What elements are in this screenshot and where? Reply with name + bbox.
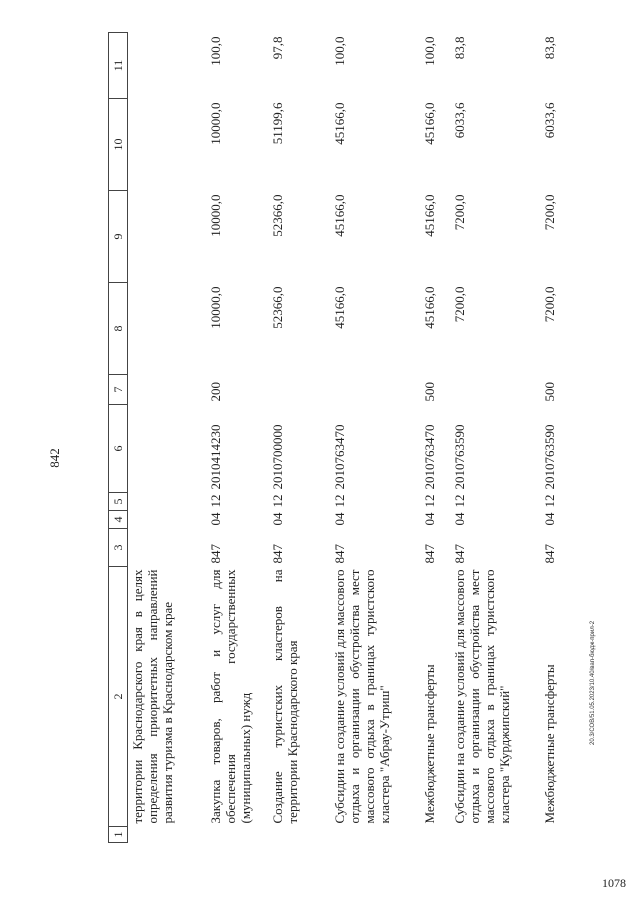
header-cell: 9 [109, 191, 128, 283]
table-row [206, 33, 268, 843]
row-value-cell: 12 [541, 494, 557, 508]
table-row [540, 33, 570, 843]
header-cell: 10 [109, 99, 128, 191]
row-value-cell: 45166,0 [331, 286, 347, 329]
row-value-cell: 847 [421, 544, 437, 564]
row-value-cell [128, 191, 206, 283]
header-cell: 2 [109, 567, 128, 827]
row-index-cell [330, 827, 420, 843]
row-value-cell: 04 [331, 512, 347, 526]
header-cell: 3 [109, 529, 128, 567]
row-value-cell [128, 493, 206, 511]
row-name-cell: Субсидии на создание условий для массового отдыха и организации обустройства мест массового отдыха в границах туристского кластера "Курджипский" [451, 569, 512, 824]
row-value-cell: 45166,0 [421, 286, 437, 329]
row-value-cell: 12 [269, 494, 285, 508]
table-row [420, 33, 450, 843]
row-value-cell: 500 [541, 382, 557, 402]
row-index-cell [268, 827, 330, 843]
row-value-cell: 6033,6 [451, 102, 467, 139]
row-value-cell [268, 375, 330, 405]
row-index-cell [450, 827, 540, 843]
budget-table [108, 32, 570, 843]
row-value-cell [128, 529, 206, 567]
row-name-cell: Межбюджетные трансферты [421, 664, 437, 824]
row-value-cell: 100,0 [421, 36, 437, 66]
row-index-cell [206, 827, 268, 843]
table-row [268, 33, 330, 843]
row-value-cell [128, 375, 206, 405]
row-value-cell: 847 [269, 544, 285, 564]
row-value-cell [450, 375, 540, 405]
row-value-cell: 12 [421, 494, 437, 508]
row-value-cell: 45166,0 [331, 194, 347, 237]
row-value-cell [128, 511, 206, 529]
row-value-cell: 12 [451, 494, 467, 508]
row-value-cell: 2010763590 [541, 424, 557, 490]
row-value-cell: 7200,0 [541, 286, 557, 323]
row-value-cell: 10000,0 [207, 102, 223, 145]
row-name-cell: Межбюджетные трансферты [541, 664, 557, 824]
row-value-cell [330, 375, 420, 405]
header-cell: 5 [109, 493, 128, 511]
row-value-cell [128, 405, 206, 493]
row-value-cell: 51199,6 [269, 102, 285, 145]
row-name-cell: Создание туристских кластеров на территории Краснодарского края [269, 569, 300, 824]
row-value-cell: 04 [269, 512, 285, 526]
row-value-cell: 100,0 [331, 36, 347, 66]
row-value-cell: 7200,0 [451, 286, 467, 323]
row-value-cell: 45166,0 [331, 102, 347, 145]
row-value-cell: 6033,6 [541, 102, 557, 139]
table-row [128, 33, 206, 843]
row-value-cell: 52366,0 [269, 286, 285, 329]
header-row [109, 33, 128, 843]
page-number: 842 [46, 448, 62, 468]
table-body [128, 33, 570, 843]
row-value-cell: 2010414230 [207, 424, 223, 490]
row-index-cell [128, 827, 206, 843]
row-value-cell: 2010763470 [331, 424, 347, 490]
row-value-cell [128, 33, 206, 99]
row-value-cell: 04 [541, 512, 557, 526]
row-value-cell: 52366,0 [269, 194, 285, 237]
row-value-cell: 10000,0 [207, 286, 223, 329]
row-value-cell: 500 [421, 382, 437, 402]
row-index-cell [540, 827, 570, 843]
row-name-cell: Субсидии на создание условий для массового отдыха и организации обустройства мест массового отдыха в границах туристского кластера "Абрау-Утриш" [331, 569, 392, 824]
row-value-cell: 10000,0 [207, 194, 223, 237]
row-value-cell: 2010763470 [421, 424, 437, 490]
row-name-cell: Закупка товаров, работ и услуг для обеспечения государственных (муниципальных) нужд [207, 569, 253, 824]
row-value-cell: 847 [331, 544, 347, 564]
row-value-cell: 12 [331, 494, 347, 508]
row-value-cell: 83,8 [451, 36, 467, 60]
header-cell: 6 [109, 405, 128, 493]
row-name-cell: территории Краснодарского края в целях определения приоритетных направлений развития туризма в Краснодарском крае [130, 569, 175, 824]
row-value-cell: 7200,0 [451, 194, 467, 231]
row-index-cell [420, 827, 450, 843]
rotated-table-container [108, 36, 588, 843]
document-stamp: 20.3/СОВ/51.05.2023/10.40/вап-бюдж-прил-2 [590, 620, 596, 745]
header-cell: 7 [109, 375, 128, 405]
row-value-cell: 83,8 [541, 36, 557, 60]
row-value-cell: 847 [541, 544, 557, 564]
row-value-cell: 100,0 [207, 36, 223, 66]
row-value-cell [128, 283, 206, 375]
header-cell: 4 [109, 511, 128, 529]
row-value-cell: 2010763590 [451, 424, 467, 490]
row-value-cell [128, 99, 206, 191]
header-cell: 11 [109, 33, 128, 99]
row-value-cell: 847 [451, 544, 467, 564]
table-row [330, 33, 420, 843]
row-value-cell: 2010700000 [269, 424, 285, 490]
row-value-cell: 200 [207, 382, 223, 402]
sheet-number: 1078 [602, 876, 626, 890]
row-value-cell: 847 [207, 544, 223, 564]
header-cell: 1 [109, 827, 128, 843]
row-value-cell: 7200,0 [541, 194, 557, 231]
row-value-cell: 45166,0 [421, 194, 437, 237]
row-value-cell: 04 [421, 512, 437, 526]
row-value-cell: 45166,0 [421, 102, 437, 145]
table-row [450, 33, 540, 843]
row-value-cell: 12 [207, 494, 223, 508]
row-value-cell: 04 [451, 512, 467, 526]
header-cell: 8 [109, 283, 128, 375]
row-value-cell: 04 [207, 512, 223, 526]
row-value-cell: 97,8 [269, 36, 285, 60]
